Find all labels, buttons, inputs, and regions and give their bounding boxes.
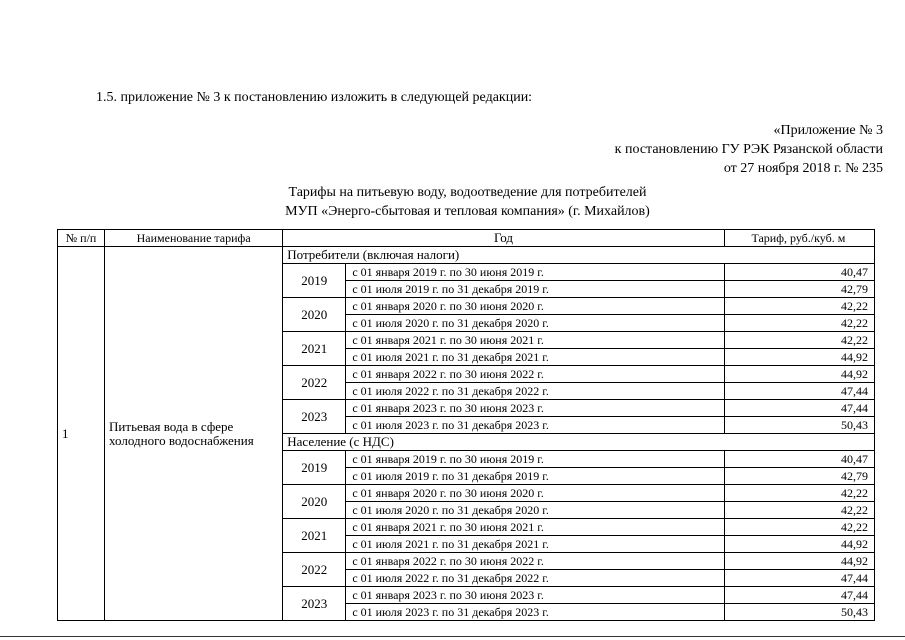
row-number: 1: [58, 247, 105, 621]
year-cell: 2023: [283, 400, 346, 434]
period-cell: с 01 июля 2019 г. по 31 декабря 2019 г.: [346, 281, 724, 298]
tariff-value-cell: 42,22: [724, 332, 874, 349]
tariff-value-cell: 42,22: [724, 485, 874, 502]
tariff-value-cell: 50,43: [724, 604, 874, 621]
document-title: [60, 183, 875, 221]
period-cell: с 01 января 2019 г. по 30 июня 2019 г.: [346, 264, 724, 281]
period-cell: с 01 января 2021 г. по 30 июня 2021 г.: [346, 332, 724, 349]
tariff-value-cell: 44,92: [724, 349, 874, 366]
year-cell: 2023: [283, 587, 346, 621]
period-cell: с 01 января 2023 г. по 30 июня 2023 г.: [346, 587, 724, 604]
header-num: № п/п: [58, 230, 105, 247]
group-label: Население (с НДС): [283, 434, 875, 451]
appendix-line: «Приложение № 3: [773, 123, 883, 138]
year-cell: 2021: [283, 519, 346, 553]
table-header-row: [58, 230, 875, 247]
tariff-value-cell: 42,22: [724, 519, 874, 536]
year-cell: 2022: [283, 553, 346, 587]
table-body: [58, 247, 875, 621]
header-tariff: Тариф, руб./куб. м: [724, 230, 874, 247]
period-cell: с 01 июля 2023 г. по 31 декабря 2023 г.: [346, 417, 724, 434]
year-cell: 2020: [283, 298, 346, 332]
period-cell: с 01 июля 2022 г. по 31 декабря 2022 г.: [346, 383, 724, 400]
tariff-value-cell: 42,79: [724, 468, 874, 485]
period-cell: с 01 июля 2020 г. по 31 декабря 2020 г.: [346, 315, 724, 332]
appendix-line: к постановлению ГУ РЭК Рязанской области: [614, 142, 883, 157]
tariff-name: Питьевая вода в сфере холодного водоснабжения: [105, 247, 283, 621]
period-cell: с 01 января 2019 г. по 30 июня 2019 г.: [346, 451, 724, 468]
period-cell: с 01 июля 2023 г. по 31 декабря 2023 г.: [346, 604, 724, 621]
title-line: МУП «Энерго-сбытовая и тепловая компания» (г. Михайлов): [285, 204, 650, 219]
header-name: Наименование тарифа: [105, 230, 283, 247]
tariff-value-cell: 44,92: [724, 536, 874, 553]
group-row: [58, 247, 875, 264]
tariff-table: [57, 229, 875, 621]
group-label: Потребители (включая налоги): [283, 247, 875, 264]
period-cell: с 01 июля 2019 г. по 31 декабря 2019 г.: [346, 468, 724, 485]
tariff-value-cell: 47,44: [724, 587, 874, 604]
period-cell: с 01 января 2021 г. по 30 июня 2021 г.: [346, 519, 724, 536]
tariff-value-cell: 40,47: [724, 451, 874, 468]
period-cell: с 01 июля 2021 г. по 31 декабря 2021 г.: [346, 349, 724, 366]
year-cell: 2021: [283, 332, 346, 366]
header-year: Год: [283, 230, 725, 247]
period-cell: с 01 июля 2022 г. по 31 декабря 2022 г.: [346, 570, 724, 587]
tariff-value-cell: 42,22: [724, 298, 874, 315]
tariff-value-cell: 44,92: [724, 366, 874, 383]
year-cell: 2022: [283, 366, 346, 400]
tariff-value-cell: 42,22: [724, 315, 874, 332]
year-cell: 2019: [283, 264, 346, 298]
period-cell: с 01 июля 2020 г. по 31 декабря 2020 г.: [346, 502, 724, 519]
tariff-value-cell: 40,47: [724, 264, 874, 281]
period-cell: с 01 января 2023 г. по 30 июня 2023 г.: [346, 400, 724, 417]
period-cell: с 01 июля 2021 г. по 31 декабря 2021 г.: [346, 536, 724, 553]
page-divider: [0, 636, 905, 637]
period-cell: с 01 января 2020 г. по 30 июня 2020 г.: [346, 485, 724, 502]
tariff-value-cell: 44,92: [724, 553, 874, 570]
period-cell: с 01 января 2022 г. по 30 июня 2022 г.: [346, 366, 724, 383]
period-cell: с 01 января 2020 г. по 30 июня 2020 г.: [346, 298, 724, 315]
tariff-value-cell: 50,43: [724, 417, 874, 434]
tariff-value-cell: 42,79: [724, 281, 874, 298]
tariff-value-cell: 47,44: [724, 400, 874, 417]
appendix-reference: [615, 121, 883, 178]
tariff-value-cell: 47,44: [724, 570, 874, 587]
tariff-value-cell: 47,44: [724, 383, 874, 400]
period-cell: с 01 января 2022 г. по 30 июня 2022 г.: [346, 553, 724, 570]
appendix-line: от 27 ноября 2018 г. № 235: [723, 161, 883, 176]
tariff-value-cell: 42,22: [724, 502, 874, 519]
year-cell: 2020: [283, 485, 346, 519]
title-line: Тарифы на питьевую воду, водоотведение для потребителей: [288, 185, 647, 200]
intro-paragraph: 1.5. приложение № 3 к постановлению изложить в следующей редакции:: [96, 90, 533, 105]
year-cell: 2019: [283, 451, 346, 485]
